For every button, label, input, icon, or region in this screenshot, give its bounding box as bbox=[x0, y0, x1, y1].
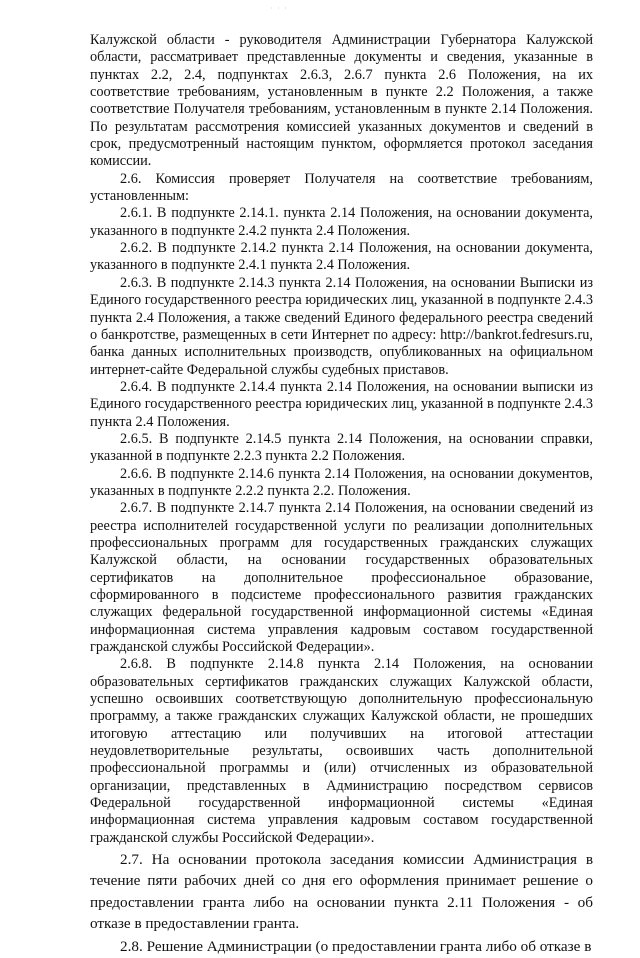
paragraph-2-6-6: 2.6.6. В подпункте 2.14.6 пункта 2.14 Положения, на основании документов, указанных в подпункте 2.2.2 пункта 2.2. Положения. bbox=[90, 465, 593, 499]
paragraph-2-6-5: 2.6.5. В подпункте 2.14.5 пункта 2.14 Положения, на основании справки, указанной в подпункте 2.2.3 пункта 2.2 Положения. bbox=[90, 430, 593, 465]
paragraph-2-7: 2.7. На основании протокола заседания комиссии Администрация в течение пяти рабочих дней со дня его оформления принимает решение о предоставлении гранта либо на основании пункта 2.11 Положения - об отказе в предоставлении гранта. bbox=[90, 851, 593, 933]
paragraph-2-8: 2.8. Решение Администрации (о предоставлении гранта либо об отказе в bbox=[120, 938, 592, 956]
paragraph-intro: Калужской области - руководителя Администрации Губернатора Калужской области, рассматривает представленные документы и сведения, указанные в пунктах 2.2, 2.4, подпунктах 2.6.3, 2.6.7 пункта 2.6 Положения, на их соответствие требованиям, установленным в пункте 2.2 Положения, а также соответствие Получателя требованиям, установленным в пункте 2.14 Положения. По результатам рассмотрения комиссией указанных документов и сведений в срок, предусмотренный настоящим пунктом, оформляется протокол заседания комиссии. bbox=[90, 32, 593, 170]
paragraph-2-6-1: 2.6.1. В подпункте 2.14.1. пункта 2.14 Положения, на основании документа, указанного в подпункте 2.4.2 пункта 2.4 Положения. bbox=[90, 205, 593, 239]
paragraph-2-6-7: 2.6.7. В подпункте 2.14.7 пункта 2.14 Положения, на основании сведений из реестра исполнителей государственной услуги по реализации дополнительных профессиональных программ для государственных гражданских служащих Калужской области, на основании государственных образовательных сертификатов на дополнительное профессиональное образование, сформированного в подсистеме профессионального развития гражданских служащих федеральной государственной информационной системы «Единая информационная система управления кадровым составом государственной гражданской службы Российской Федерации». bbox=[90, 500, 593, 656]
paragraph-2-6-4: 2.6.4. В подпункте 2.14.4 пункта 2.14 Положения, на основании выписки из Единого государственного реестра юридических лиц, указанной в подпункте 2.4.3 пункта 2.4 Положения. bbox=[90, 378, 593, 430]
paragraph-2-6-8: 2.6.8. В подпункте 2.14.8 пункта 2.14 Положения, на основании образовательных сертификатов гражданских служащих Калужской области, успешно освоивших соответствующую дополнительную профессиональную программу, а также гражданских служащих Калужской области, не прошедших итоговую аттестацию или получивших на итоговой аттестации неудовлетворительные результаты, освоивших часть дополнительной профессиональной программы и (или) отчисленных из образовательной организации, представленных в Администрацию посредством сервисов Федеральной государственной информационной системы «Единая информационная система управления кадровым составом государственной гражданской службы Российской Федерации». bbox=[90, 656, 593, 846]
paragraph-2-6-3: 2.6.3. В подпункте 2.14.3 пункта 2.14 Положения, на основании Выписки из Единого государственного реестра юридических лиц, указанной в подпункте 2.4.3 пункта 2.4 Положения, а также сведений Единого федерального реестра сведений о банкротстве, размещенных в сети Интернет по адресу: http://bankrot.fedresurs.ru, банка данных исполнительных производств, опубликованных на официальном интернет-сайте Федеральной службы судебных приставов. bbox=[90, 274, 593, 378]
paragraph-2-6-2: 2.6.2. В подпункте 2.14.2 пункта 2.14 Положения, на основании документа, указанного в подпункте 2.4.1 пункта 2.4 Положения. bbox=[90, 240, 593, 274]
document-body bbox=[90, 32, 593, 958]
scan-artifact: · · · bbox=[270, 4, 288, 13]
paragraph-2-6: 2.6. Комиссия проверяет Получателя на соответствие требованиям, установленным: bbox=[90, 170, 593, 205]
